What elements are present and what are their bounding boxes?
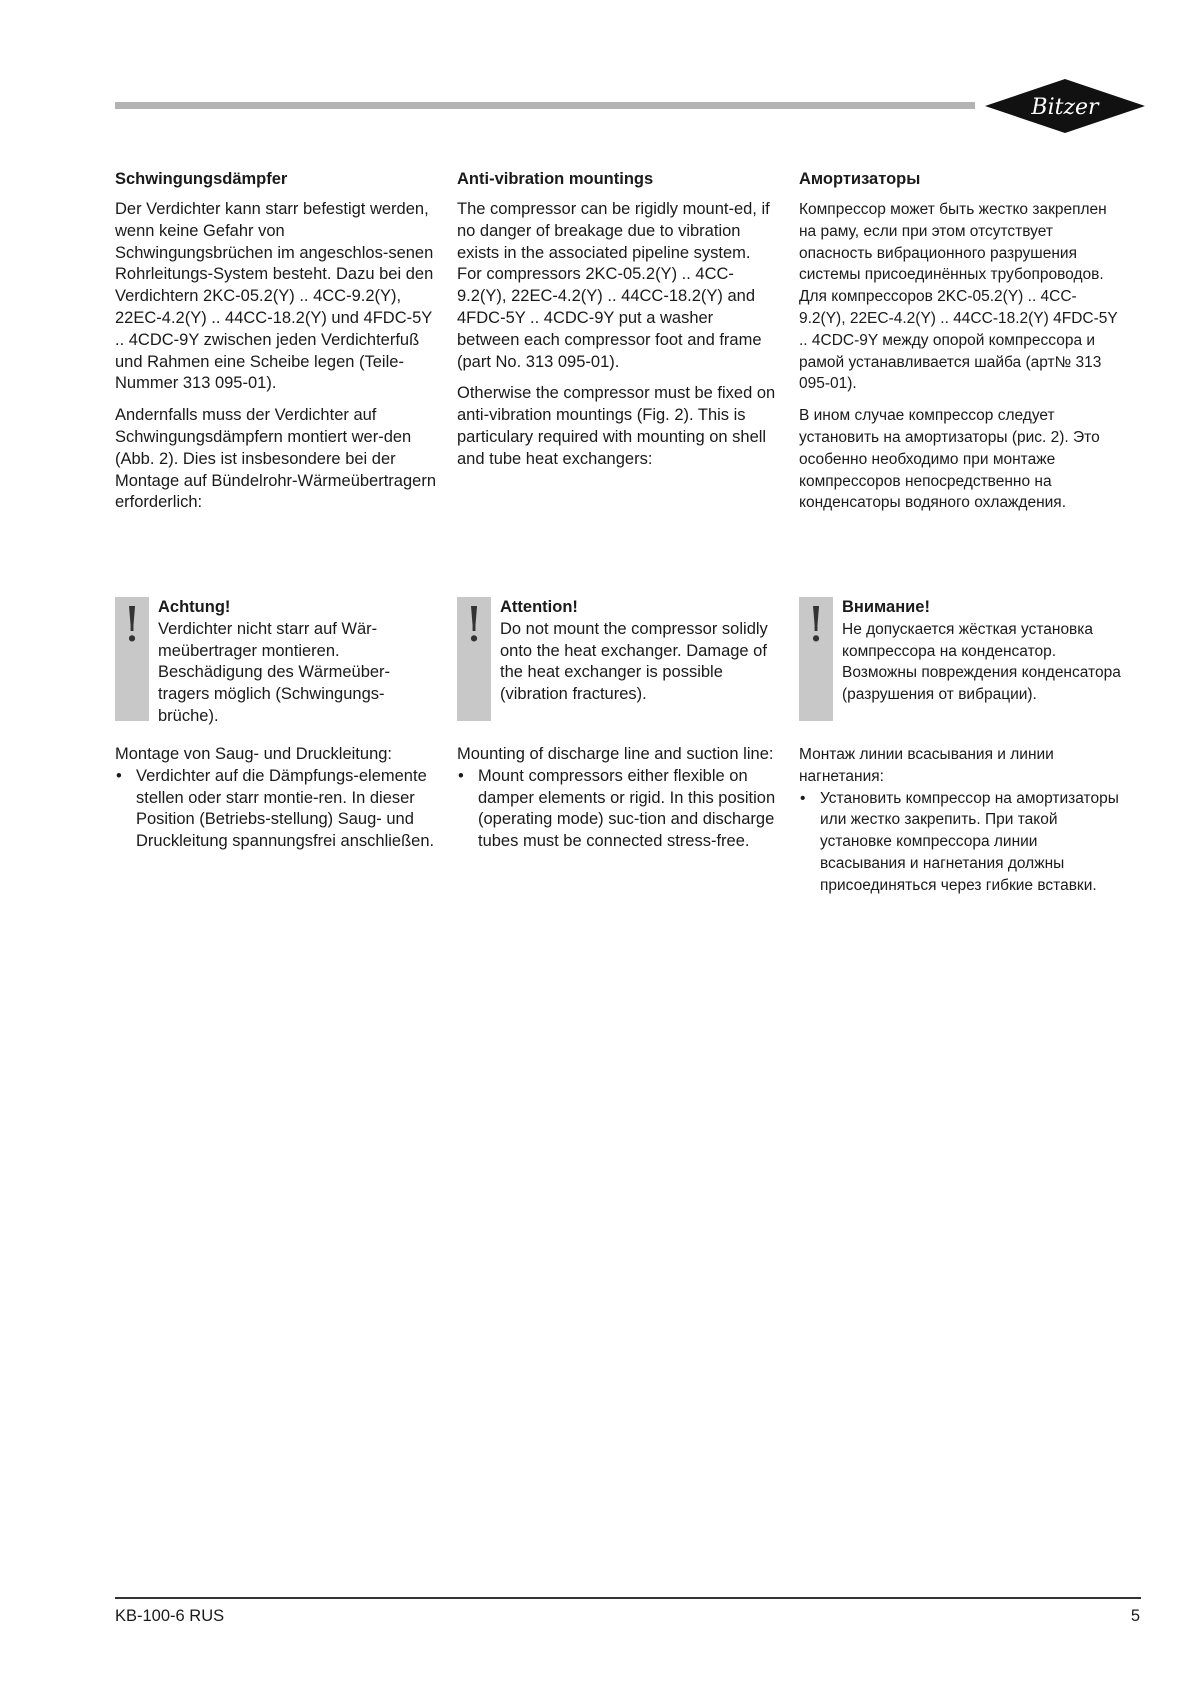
exclamation-icon: ! [464, 597, 484, 653]
footer-rule [115, 1597, 1141, 1599]
mounting-title: Montage von Saug- und Druckleitung: [115, 745, 393, 763]
bitzer-logo [985, 77, 1145, 135]
column-english [457, 168, 779, 481]
mounting-title: Mounting of discharge line and suction line: [457, 745, 774, 763]
paragraph: Der Verdichter kann starr befestigt werden, wenn keine Gefahr von Schwingungsbrüchen im angeschlos-senen Rohrleitungs-System besteht. Dazu bei den Verdichtern 2KC-05.2(Y) .. 4CC-9.2(Y), 22EC-4.2(Y) .. 44CC-18.2(Y) und 4FDC-5Y .. 4CDC-9Y zwischen jeden Verdichterfuß und Rahmen eine Scheibe legen (Teile-Nummer 313 095-01). [115, 200, 434, 393]
mounting-section-english [457, 744, 779, 853]
paragraph: Otherwise the compressor must be fixed on anti-vibration mountings (Fig. 2). This is particulary required with mounting on shell and tube heat exchangers: [457, 384, 776, 468]
section-heading: Schwingungsdämpfer [115, 170, 288, 188]
warning-bar [799, 597, 833, 721]
page-number: 5 [1130, 1607, 1140, 1625]
warning-box-english [457, 597, 779, 706]
list-item-text: Mount compressors either flexible on damper elements or rigid. In this position (operating mode) suc-tion and discharge tubes must be connected stress-free. [478, 766, 776, 851]
paragraph: Andernfalls muss der Verdichter auf Schwingungsdämpfern montiert wer-den (Abb. 2). Dies ist insbesondere bei der Montage auf Bündelrohr-Wärmeübertragern erforderlich: [115, 406, 437, 512]
warning-box-russian [799, 597, 1121, 706]
warning-box-german [115, 597, 437, 728]
bullet-icon: • [458, 766, 464, 785]
list-item [115, 766, 437, 853]
bullet-icon: • [800, 789, 806, 807]
warning-bar [457, 597, 491, 721]
paragraph: The compressor can be rigidly mount-ed, if no danger of breakage due to vibration exists in the associated pipeline system. For compressors 2KC-05.2(Y) .. 4CC-9.2(Y), 22EC-4.2(Y) .. 44CC-18.2(Y) and 4FDC-5Y .. 4CDC-9Y put a washer between each compressor foot and frame (part No. 313 095-01). [457, 200, 770, 371]
list-item-text: Verdichter auf die Dämpfungs-elemente stellen oder starr montie-ren. In dieser Position (Betriebs-stellung) Saug- und Druckleitung spannungsfrei anschließen. [136, 766, 435, 851]
warning-text: Do not mount the compressor solidly onto the heat exchanger. Damage of the heat exchanger is possible (vibration fractures). [500, 619, 768, 704]
mounting-section-german [115, 744, 437, 853]
exclamation-icon: ! [122, 597, 142, 653]
paragraph: Компрессор может быть жестко закреплен на раму, если при этом отсутствует опасность вибрационного разрушения системы присоединённых трубопроводов. Для компрессоров 2KC-05.2(Y) .. 4CC-9.2(Y), 22EC-4.2(Y) .. 44CC-18.2(Y) 4FDC-5Y .. 4CDC-9Y между опорой компрессора и рамой устанавливается шайба (арт№ 313 095-01). [799, 201, 1118, 393]
warning-title: Внимание! [842, 598, 930, 616]
list-item [799, 788, 1121, 897]
column-german [115, 168, 437, 524]
mounting-section-russian [799, 744, 1121, 897]
document-id: KB-100-6 RUS [115, 1607, 225, 1625]
bullet-icon: • [116, 766, 122, 785]
header-rule [115, 102, 975, 109]
paragraph: В ином случае компрессор следует установить на амортизаторы (рис. 2). Это особенно необходимо при монтаже компрессоров непосредственно на конденсаторы водяного охлаждения. [799, 407, 1100, 512]
warning-text: Не допускается жёсткая установка компрессора на конденсатор. Возможны повреждения конденсатора (разрушения от вибрации). [842, 620, 1121, 704]
logo-text: Bitzer [1031, 95, 1099, 120]
warning-title: Attention! [500, 598, 578, 616]
list-item [457, 766, 779, 853]
column-russian [799, 168, 1121, 524]
list-item-text: Установить компрессор на амортизаторы или жестко закрепить. При такой установке компрессора линии всасывания и нагнетания должны присоединяться через гибкие вставки. [820, 789, 1119, 894]
warning-bar [115, 597, 149, 721]
exclamation-icon: ! [806, 597, 826, 653]
warning-title: Achtung! [158, 598, 231, 616]
section-heading: Амортизаторы [799, 170, 921, 188]
warning-text: Verdichter nicht starr auf Wär-meübertrager montieren. Beschädigung des Wärmeüber-tragers möglich (Schwingungs-brüche). [158, 619, 391, 725]
mounting-title: Монтаж линии всасывания и линии нагнетания: [799, 746, 1054, 785]
section-heading: Anti-vibration mountings [457, 170, 654, 188]
